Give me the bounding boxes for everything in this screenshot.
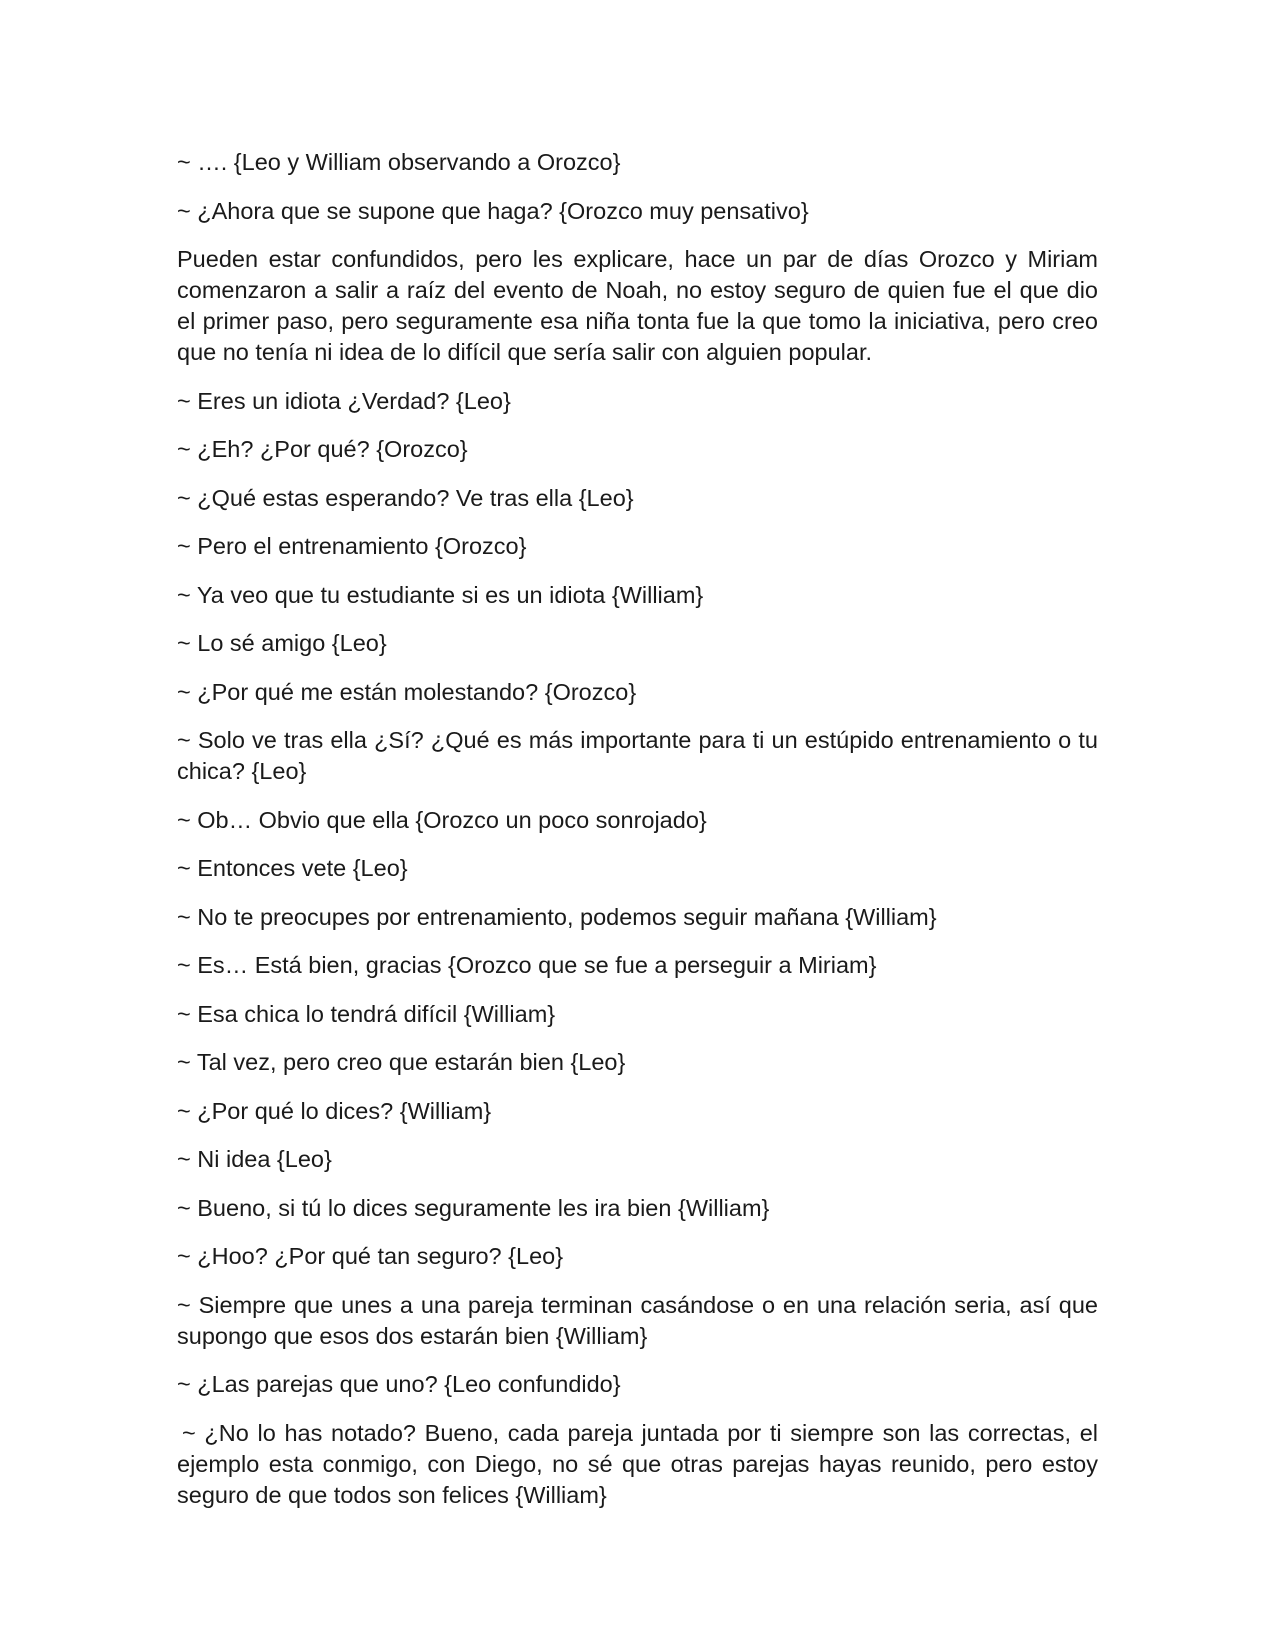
dialogue-line: ~ Ob… Obvio que ella {Orozco un poco sonrojado}	[177, 806, 707, 833]
dialogue-line: ~ …. {Leo y William observando a Orozco}	[177, 149, 621, 175]
dialogue-line: ~ Es… Está bien, gracias {Orozco que se fue a perseguir a Miriam}	[177, 952, 877, 978]
dialogue-line: ~ Bueno, si tú lo dices seguramente les ira bien {William}	[177, 1194, 770, 1221]
dialogue-line: ~ Siempre que unes a una pareja terminan casándose o en una relación seria, así que supongo que esos dos estarán bien {William}	[177, 1291, 1098, 1349]
dialogue-line: ~ Esa chica lo tendrá difícil {William}	[177, 1000, 556, 1027]
dialogue-line: ~ Solo ve tras ella ¿Sí? ¿Qué es más importante para ti un estúpido entrenamiento o tu chica? {Leo}	[177, 727, 1098, 784]
document-page	[177, 147, 1098, 1528]
dialogue-line: ~ Ni idea {Leo}	[177, 1146, 332, 1172]
dialogue-line: ~ Ya veo que tu estudiante si es un idiota {William}	[177, 581, 704, 608]
dialogue-line: ~ ¿Qué estas esperando? Ve tras ella {Leo}	[177, 484, 634, 511]
dialogue-line: ~ Pero el entrenamiento {Orozco}	[177, 533, 527, 559]
dialogue-line: ~ ¿Hoo? ¿Por qué tan seguro? {Leo}	[177, 1243, 564, 1269]
dialogue-line: ~ No te preocupes por entrenamiento, podemos seguir mañana {William}	[177, 903, 937, 930]
dialogue-line: ~ Tal vez, pero creo que estarán bien {Leo}	[177, 1049, 626, 1075]
dialogue-line: ~ ¿No lo has notado? Bueno, cada pareja juntada por ti siempre son las correctas, el ejemplo esta conmigo, con Diego, no sé que otras parejas hayas reunido, pero estoy seguro de que todos son felices {William}	[177, 1419, 1098, 1508]
dialogue-line: ~ ¿Las parejas que uno? {Leo confundido}	[177, 1371, 621, 1397]
narration-paragraph: Pueden estar confundidos, pero les explicare, hace un par de días Orozco y Miriam comenzaron a salir a raíz del evento de Noah, no estoy seguro de quien fue el que dio el primer paso, pero seguramente esa niña tonta fue la que tomo la iniciativa, pero creo que no tenía ni idea de lo difícil que sería salir con alguien popular.	[177, 246, 1098, 365]
dialogue-line: ~ ¿Eh? ¿Por qué? {Orozco}	[177, 436, 468, 462]
dialogue-line: ~ Eres un idiota ¿Verdad? {Leo}	[177, 387, 511, 414]
dialogue-line: ~ ¿Ahora que se supone que haga? {Orozco muy pensativo}	[177, 197, 809, 224]
dialogue-line: ~ Entonces vete {Leo}	[177, 855, 408, 881]
dialogue-line: ~ ¿Por qué me están molestando? {Orozco}	[177, 678, 637, 705]
dialogue-line: ~ ¿Por qué lo dices? {William}	[177, 1097, 492, 1124]
dialogue-line: ~ Lo sé amigo {Leo}	[177, 630, 387, 656]
